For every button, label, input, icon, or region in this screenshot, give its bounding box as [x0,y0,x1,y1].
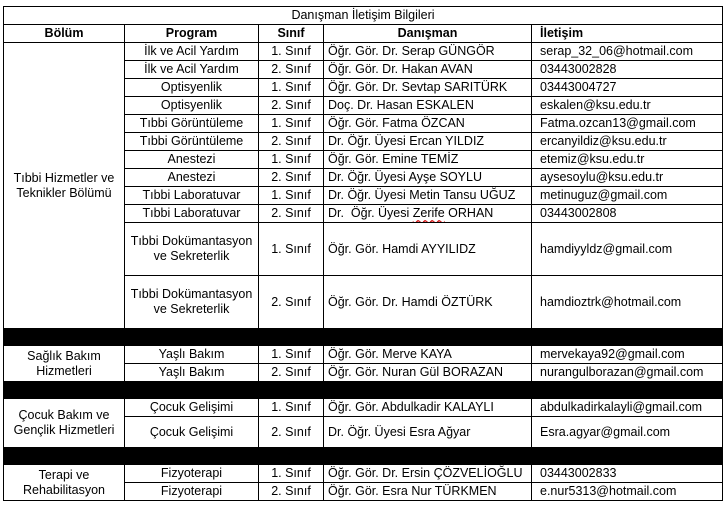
separator-row [4,448,723,465]
header-danisman: Danışman [324,25,532,43]
header-bolum: Bölüm [4,25,125,43]
department-cell: Terapi ve Rehabilitasyon [4,465,125,501]
header-program: Program [125,25,259,43]
separator-row [4,329,723,346]
contact-cell: etemiz@ksu.edu.tr [532,151,723,169]
class-cell: 2. Sınıf [259,276,324,329]
class-cell: 2. Sınıf [259,364,324,382]
program-cell: Anestezi [125,169,259,187]
table-title: Danışman İletişim Bilgileri [4,7,723,25]
header-row [4,25,723,43]
contact-cell: Fatma.ozcan13@gmail.com [532,115,723,133]
advisor-cell: Öğr. Gör. Merve KAYA [324,346,532,364]
class-cell: 1. Sınıf [259,79,324,97]
contact-cell: e.nur5313@hotmail.com [532,483,723,501]
program-cell: Fizyoterapi [125,465,259,483]
department-cell: Sağlık Bakım Hizmetleri [4,346,125,382]
contact-cell: 03443002833 [532,465,723,483]
contact-cell: abdulkadirkalayli@gmail.com [532,399,723,417]
advisor-cell: Öğr. Gör. Dr. Ersin ÇÖZVELİOĞLU [324,465,532,483]
class-cell: 2. Sınıf [259,417,324,448]
advisor-cell: Dr. Öğr. Üyesi Ercan YILDIZ [324,133,532,151]
advisor-cell: Öğr. Gör. Dr. Hamdi ÖZTÜRK [324,276,532,329]
table-row [4,43,723,61]
table-row [4,465,723,483]
program-cell: Çocuk Gelişimi [125,399,259,417]
class-cell: 1. Sınıf [259,465,324,483]
header-sinif: Sınıf [259,25,324,43]
advisor-cell: Öğr. Gör. Emine TEMİZ [324,151,532,169]
contact-cell: nurangulborazan@gmail.com [532,364,723,382]
advisor-cell: Öğr. Gör. Fatma ÖZCAN [324,115,532,133]
advisor-cell: Öğr. Gör. Esra Nur TÜRKMEN [324,483,532,501]
advisor-name-suffix: ORHAN [444,206,494,220]
program-cell: Yaşlı Bakım [125,346,259,364]
table-title-row [4,7,723,25]
program-cell: Anestezi [125,151,259,169]
program-cell: Tıbbi Dokümantasyon ve Sekreterlik [125,276,259,329]
table-row [4,399,723,417]
class-cell: 1. Sınıf [259,115,324,133]
advisor-name-prefix: Dr. Öğr. Üyesi [328,206,413,220]
advisor-cell: Dr. Öğr. Üyesi Esra Ağyar [324,417,532,448]
class-cell: 2. Sınıf [259,133,324,151]
separator-bar [4,382,723,399]
class-cell: 1. Sınıf [259,43,324,61]
class-cell: 2. Sınıf [259,205,324,223]
contact-cell: hamdiyyldz@gmail.com [532,223,723,276]
contact-cell: ercanyildiz@ksu.edu.tr [532,133,723,151]
class-cell: 1. Sınıf [259,187,324,205]
department-cell: Tıbbi Hizmetler ve Teknikler Bölümü [4,43,125,329]
advisor-cell: Dr. Öğr. Üyesi Metin Tansu UĞUZ [324,187,532,205]
program-cell: İlk ve Acil Yardım [125,43,259,61]
separator-bar [4,329,723,346]
class-cell: 1. Sınıf [259,151,324,169]
program-cell: Tıbbi Görüntüleme [125,133,259,151]
advisor-contact-table [3,6,723,501]
advisor-cell: Öğr. Gör. Nuran Gül BORAZAN [324,364,532,382]
class-cell: 2. Sınıf [259,97,324,115]
header-iletisim: İletişim [532,25,723,43]
advisor-cell: Öğr. Gör. Abdulkadir KALAYLI [324,399,532,417]
advisor-cell [324,205,532,223]
program-cell: Tıbbi Laboratuvar [125,205,259,223]
contact-cell: hamdioztrk@hotmail.com [532,276,723,329]
advisor-cell: Öğr. Gör. Hamdi AYYILIDZ [324,223,532,276]
contact-cell: 03443004727 [532,79,723,97]
contact-cell: aysesoylu@ksu.edu.tr [532,169,723,187]
program-cell: Yaşlı Bakım [125,364,259,382]
contact-cell: serap_32_06@hotmail.com [532,43,723,61]
class-cell: 1. Sınıf [259,346,324,364]
separator-row [4,382,723,399]
spellcheck-marked-word: Zerife [412,206,445,220]
advisor-contact-document [3,6,722,501]
advisor-cell: Öğr. Gör. Dr. Serap GÜNGÖR [324,43,532,61]
contact-cell: mervekaya92@gmail.com [532,346,723,364]
class-cell: 2. Sınıf [259,169,324,187]
program-cell: Fizyoterapi [125,483,259,501]
class-cell: 2. Sınıf [259,483,324,501]
advisor-cell: Doç. Dr. Hasan ESKALEN [324,97,532,115]
separator-bar [4,448,723,465]
class-cell: 1. Sınıf [259,399,324,417]
class-cell: 2. Sınıf [259,61,324,79]
program-cell: Çocuk Gelişimi [125,417,259,448]
program-cell: Tıbbi Görüntüleme [125,115,259,133]
program-cell: İlk ve Acil Yardım [125,61,259,79]
advisor-cell: Dr. Öğr. Üyesi Ayşe SOYLU [324,169,532,187]
contact-cell: 03443002828 [532,61,723,79]
table-row [4,346,723,364]
class-cell: 1. Sınıf [259,223,324,276]
advisor-cell: Öğr. Gör. Dr. Sevtap SARITÜRK [324,79,532,97]
program-cell: Optisyenlik [125,97,259,115]
department-cell: Çocuk Bakım ve Gençlik Hizmetleri [4,399,125,448]
program-cell: Tıbbi Laboratuvar [125,187,259,205]
contact-cell: 03443002808 [532,205,723,223]
program-cell: Tıbbi Dokümantasyon ve Sekreterlik [125,223,259,276]
contact-cell: eskalen@ksu.edu.tr [532,97,723,115]
contact-cell: metinuguz@gmail.com [532,187,723,205]
contact-cell: Esra.agyar@gmail.com [532,417,723,448]
program-cell: Optisyenlik [125,79,259,97]
advisor-cell: Öğr. Gör. Dr. Hakan AVAN [324,61,532,79]
